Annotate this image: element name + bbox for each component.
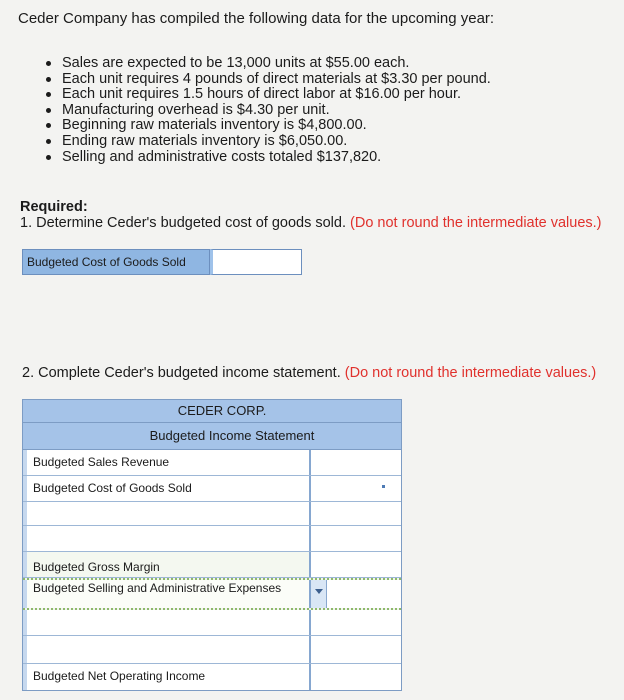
spacer-label	[23, 526, 309, 551]
list-item: Manufacturing overhead is $4.30 per unit.	[40, 103, 491, 119]
bullet-icon	[46, 108, 51, 113]
blank-label-input[interactable]	[23, 502, 309, 525]
selling-admin-label: Budgeted Selling and Administrative Expenses	[23, 580, 309, 608]
bullet-icon	[46, 139, 51, 144]
blank-label-input-2[interactable]	[23, 610, 309, 635]
table-row	[23, 450, 401, 476]
table-row	[23, 476, 401, 502]
spacer-value	[309, 526, 401, 551]
marker-icon	[382, 485, 385, 488]
cogs-row-input[interactable]	[309, 476, 401, 501]
list-item: Beginning raw materials inventory is $4,800.00.	[40, 118, 491, 134]
table-row	[23, 578, 401, 610]
question-2-note: (Do not round the intermediate values.)	[344, 365, 597, 381]
net-operating-income-input[interactable]	[309, 664, 401, 690]
question-1-note: (Do not round the intermediate values.)	[350, 215, 602, 231]
gross-margin-label: Budgeted Gross Margin	[23, 552, 309, 577]
selling-admin-input[interactable]	[309, 580, 401, 608]
question-2-text: 2. Complete Ceder's budgeted income statement.	[22, 365, 341, 381]
given-data-list	[40, 56, 491, 165]
table-row	[23, 552, 401, 578]
blank-value-input-2[interactable]	[309, 610, 401, 635]
cogs-label: Budgeted Cost of Goods Sold	[22, 249, 210, 275]
table-row	[23, 636, 401, 664]
problem-intro: Ceder Company has compiled the following data for the upcoming year:	[18, 10, 495, 27]
blank-value-input[interactable]	[309, 502, 401, 525]
cogs-input[interactable]	[210, 249, 302, 275]
list-item: Ending raw materials inventory is $6,050.00.	[40, 134, 491, 150]
statement-title: Budgeted Income Statement	[23, 422, 401, 449]
spacer-value-2	[309, 636, 401, 663]
table-row	[23, 610, 401, 636]
bullet-icon	[46, 123, 51, 128]
statement-header	[23, 400, 401, 450]
table-row	[23, 526, 401, 552]
company-name: CEDER CORP.	[177, 403, 267, 418]
bullet-icon	[46, 155, 51, 160]
list-item: Each unit requires 1.5 hours of direct labor at $16.00 per hour.	[40, 87, 491, 103]
table-row	[23, 664, 401, 690]
bullet-icon	[46, 77, 51, 82]
income-statement-table	[22, 399, 402, 691]
required-heading: Required:	[20, 199, 88, 215]
bullet-icon	[46, 61, 51, 66]
question-1	[20, 215, 602, 231]
sales-revenue-label: Budgeted Sales Revenue	[23, 450, 309, 475]
list-item: Selling and administrative costs totaled $137,820.	[40, 150, 491, 166]
net-operating-income-label: Budgeted Net Operating Income	[23, 664, 309, 690]
chevron-down-icon[interactable]	[311, 580, 327, 608]
question-1-text: 1. Determine Ceder's budgeted cost of goods sold.	[20, 215, 346, 231]
bullet-icon	[46, 92, 51, 97]
table-row	[23, 502, 401, 526]
list-item: Sales are expected to be 13,000 units at $55.00 each.	[40, 56, 491, 72]
gross-margin-input[interactable]	[309, 552, 401, 577]
sales-revenue-input[interactable]	[309, 450, 401, 475]
spacer-label-2	[23, 636, 309, 663]
cogs-answer-row	[22, 249, 302, 275]
question-2	[22, 365, 596, 381]
list-item: Each unit requires 4 pounds of direct materials at $3.30 per pound.	[40, 72, 491, 88]
cogs-row-label: Budgeted Cost of Goods Sold	[23, 476, 309, 501]
